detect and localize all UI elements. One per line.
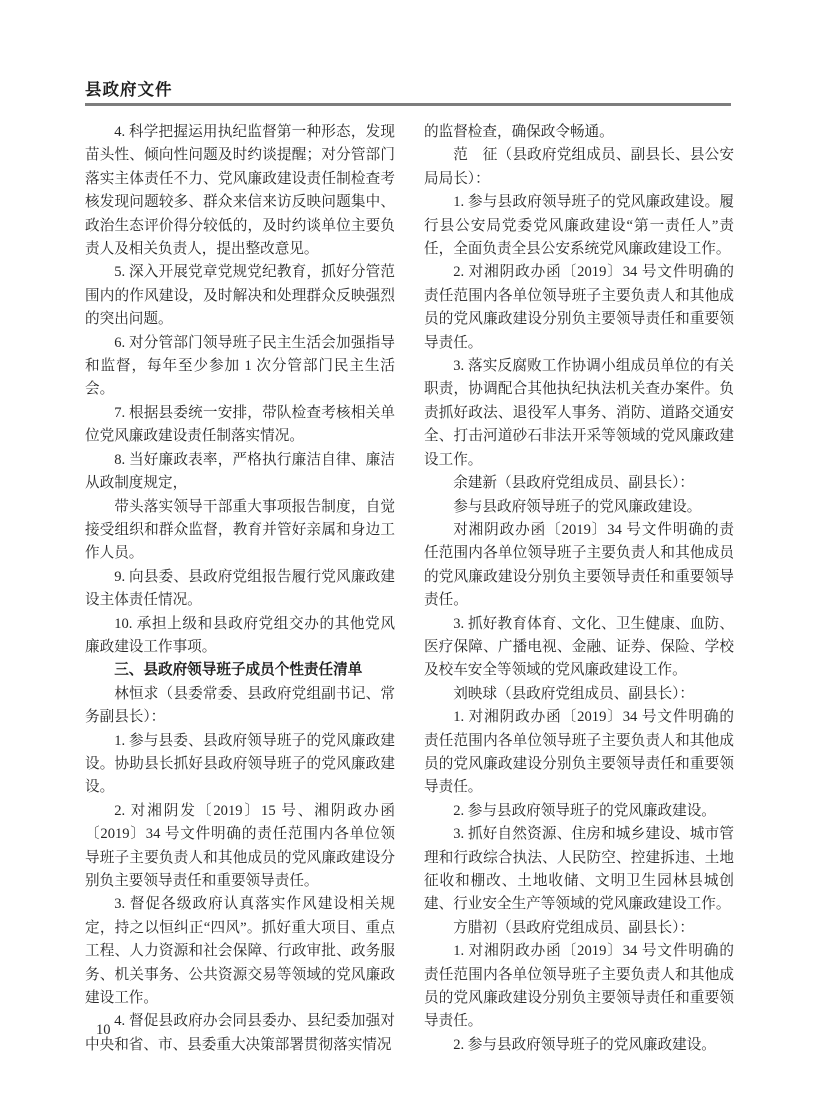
paragraph: 3. 督促各级政府认真落实作风建设相关规定，持之以恒纠正“四风”。抓好重大项目、重点工程、人力资源和社会保障、行政审批、政务服务、机关事务、公共资源交易等领域的党风廉政建设工作。 (85, 896, 395, 1007)
paragraph: 5. 深入开展党章党规党纪教育，抓好分管范围内的作风建设，及时解决和处理群众反映强烈的突出问题。 (85, 264, 395, 328)
paragraph: 1. 参与县政府领导班子的党风廉政建设。履行县公安局党委党风廉政建设“第一责任人”责任，全面负责全县公安系统党风廉政建设工作。 (424, 194, 734, 258)
paragraph: 对湘阴政办函〔2019〕34 号文件明确的责任范围内各单位领导班子主要负责人和其他成员的党风廉政建设分别负主要领导责任和重要领导责任。 (424, 521, 734, 609)
right-column (424, 121, 734, 1057)
paragraph: 范 征（县政府党组成员、副县长、县公安局局长）： (424, 147, 734, 187)
header-divider (85, 103, 731, 106)
paragraph: 2. 参与县政府领导班子的党风廉政建设。 (453, 1036, 716, 1053)
paragraph: 方腊初（县政府党组成员、副县长）： (453, 919, 694, 936)
page-number: 10 (96, 1022, 111, 1038)
paragraph: 6. 对分管部门领导班子民主生活会加强指导和监督，每年至少参加 1 次分管部门民主生活会。 (85, 334, 395, 398)
paragraph: 2. 对湘阴政办函〔2019〕34 号文件明确的责任范围内各单位领导班子主要负责人和其他成员的党风廉政建设分别负主要领导责任和重要领导责任。 (424, 264, 734, 351)
section-heading: 三、县政府领导班子成员个性责任清单 (114, 662, 363, 679)
paragraph: 9. 向县委、县政府党组报告履行党风廉政建设主体责任情况。 (85, 568, 395, 609)
paragraph: 林恒求（县委常委、县政府党组副书记、常务副县长）： (85, 685, 395, 726)
document-header-title: 县政府文件 (85, 81, 173, 99)
paragraph: 7. 根据县委统一安排，带队检查考核相关单位党风廉政建设责任制落实情况。 (85, 404, 395, 445)
paragraph: 带头落实领导干部重大事项报告制度，自觉接受组织和群众监督，教育并管好亲属和身边工作人员。 (85, 498, 395, 562)
paragraph-continuation: 的监督检查，确保政令畅通。 (424, 124, 614, 140)
left-column (85, 121, 395, 1057)
paragraph: 3. 落实反腐败工作协调小组成员单位的有关职责，协调配合其他执纪执法机关查办案件。负责抓好政法、退役军人事务、消防、道路交通安全、打击河道砂石非法开采等领域的党风廉政建设工作。 (424, 358, 734, 468)
paragraph: 1. 对湘阴政办函〔2019〕34 号文件明确的责任范围内各单位领导班子主要负责人和其他成员的党风廉政建设分别负主要领导责任和重要领导责任。 (424, 943, 734, 1030)
paragraph: 3. 抓好自然资源、住房和城乡建设、城市管理和行政综合执法、人民防空、控建拆违、土地征收和棚改、土地收储、文明卫生园林县城创建、行业安全生产等领域的党风廉政建设工作。 (424, 826, 734, 913)
paragraph: 10. 承担上级和县政府党组交办的其他党风廉政建设工作事项。 (85, 615, 395, 655)
paragraph: 余建新（县政府党组成员、副县长）： (453, 475, 694, 492)
paragraph: 8. 当好廉政表率，严格执行廉洁自律、廉洁从政制度规定， (85, 451, 395, 492)
paragraph: 1. 参与县委、县政府领导班子的党风廉政建设。协助县长抓好县政府领导班子的党风廉政建设。 (85, 732, 395, 796)
paragraph: 4. 督促县政府办会同县委办、县纪委加强对中央和省、市、县委重大决策部署贯彻落实情况 (85, 1013, 395, 1053)
paragraph: 刘映球（县政府党组成员、副县长）： (453, 685, 694, 702)
paragraph: 1. 对湘阴政办函〔2019〕34 号文件明确的责任范围内各单位领导班子主要负责人和其他成员的党风廉政建设分别负主要领导责任和重要领导责任。 (424, 709, 734, 796)
paragraph: 参与县政府领导班子的党风廉政建设。 (453, 498, 702, 515)
paragraph: 2. 参与县政府领导班子的党风廉政建设。 (453, 802, 716, 819)
paragraph: 2. 对湘阴发〔2019〕15 号、湘阴政办函〔2019〕34 号文件明确的责任范围内各单位领导班子主要负责人和其他成员的党风廉政建设分别负主要领导责任和重要领导责任。 (85, 802, 395, 889)
paragraph: 4. 科学把握运用执纪监督第一种形态，发现苗头性、倾向性问题及时约谈提醒；对分管部门落实主体责任不力、党风廉政建设责任制检查考核发现问题较多、群众来信来访反映问题集中、政治生态评价得分较低的，及时约谈单位主要负责人及相关负责人，提出整改意见。 (85, 124, 395, 258)
paragraph: 3. 抓好教育体育、文化、卫生健康、血防、医疗保障、广播电视、金融、证券、保险、学校及校车安全等领域的党风廉政建设工作。 (424, 615, 734, 679)
